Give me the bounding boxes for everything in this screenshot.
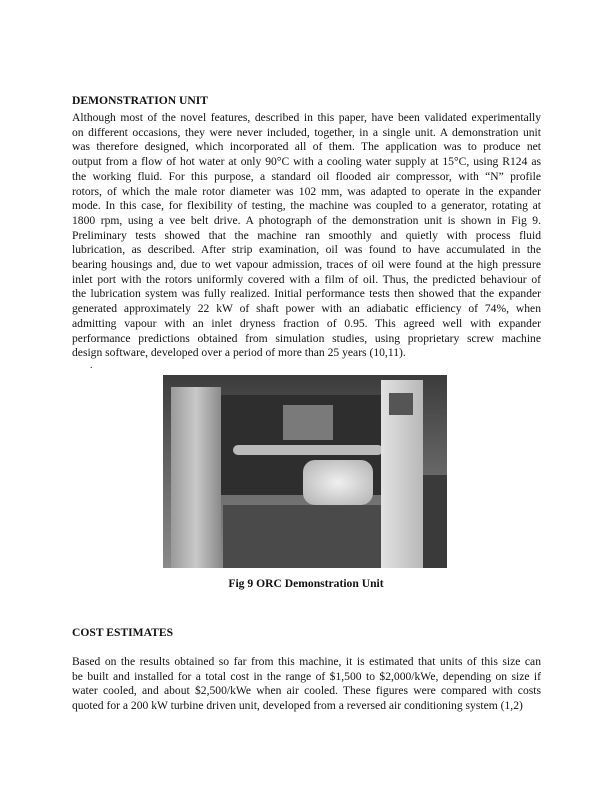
text-line: the lubrication system was fully realized. Initial performance tests then showed that the expander bbox=[72, 287, 541, 301]
demonstration-paragraph bbox=[72, 111, 541, 361]
text-line: performance predictions obtained from simulation studies, using proprietary screw machine bbox=[72, 331, 541, 345]
text-line: admitting vapour with an inlet dryness fraction of 0.95. This agreed well with expander bbox=[72, 316, 541, 330]
section-heading-demonstration-unit: DEMONSTRATION UNIT bbox=[72, 94, 209, 107]
text-line: Although most of the novel features, described in this paper, have been validated experimentally bbox=[72, 111, 541, 124]
text-line: output from a flow of hot water at only 90°C with a cooling water supply at 15°C, using R124 as bbox=[72, 155, 541, 169]
figure-caption: Fig 9 ORC Demonstration Unit bbox=[228, 577, 384, 590]
text-line: Based on the results obtained so far from this machine, it is estimated that units of this size can bbox=[72, 655, 541, 668]
text-line: mode. In this case, for flexibility of testing, the machine was coupled to a generator, rotating at bbox=[72, 199, 541, 213]
text-line: was therefore designed, which incorporated all of them. The application was to produce net bbox=[72, 140, 541, 154]
text-line: bearing housings and, due to wet vapour admission, traces of oil were found at the high pressure bbox=[72, 258, 541, 272]
text-line: Preliminary tests showed that the machine ran smoothly and quietly with process fluid bbox=[72, 228, 541, 242]
text-line: 1800 rpm, using a vee belt drive. A photograph of the demonstration unit is shown in Fig 9. bbox=[72, 213, 541, 227]
text-line: generated approximately 22 kW of shaft power with an adiabatic efficiency of 74%, when bbox=[72, 302, 541, 316]
text-line: design software, developed over a period of more than 25 years (10,11). bbox=[72, 346, 406, 360]
text-line: on different occasions, they were never included, together, in a single unit. A demonstration unit bbox=[72, 125, 541, 139]
text-line: the working fluid. For this purpose, a standard oil flooded air compressor, with “N” profile bbox=[72, 169, 541, 183]
demonstration-unit-photo bbox=[163, 375, 447, 568]
text-line: water cooled, and about $2,500/kWe when air cooled. These figures were compared with costs bbox=[72, 684, 541, 698]
stray-mark: . bbox=[90, 360, 93, 371]
text-line: lubrication, as described. After strip examination, oil was found to have accumulated in the bbox=[72, 243, 541, 257]
text-line: quoted for a 200 kW turbine driven unit, developed from a reversed air conditioning system (1,2) bbox=[72, 699, 523, 713]
cost-paragraph bbox=[72, 655, 541, 714]
text-line: be built and installed for a total cost in the range of $1,500 to $2,000/kWe, depending on size if bbox=[72, 669, 541, 683]
section-heading-cost-estimates: COST ESTIMATES bbox=[72, 626, 174, 639]
text-line: rotors, of which the male rotor diameter was 102 mm, was adapted to operate in the expander bbox=[72, 184, 541, 198]
text-line: inlet port with the rotors uniformly covered with a film of oil. Thus, the predicted behaviour of bbox=[72, 272, 541, 286]
